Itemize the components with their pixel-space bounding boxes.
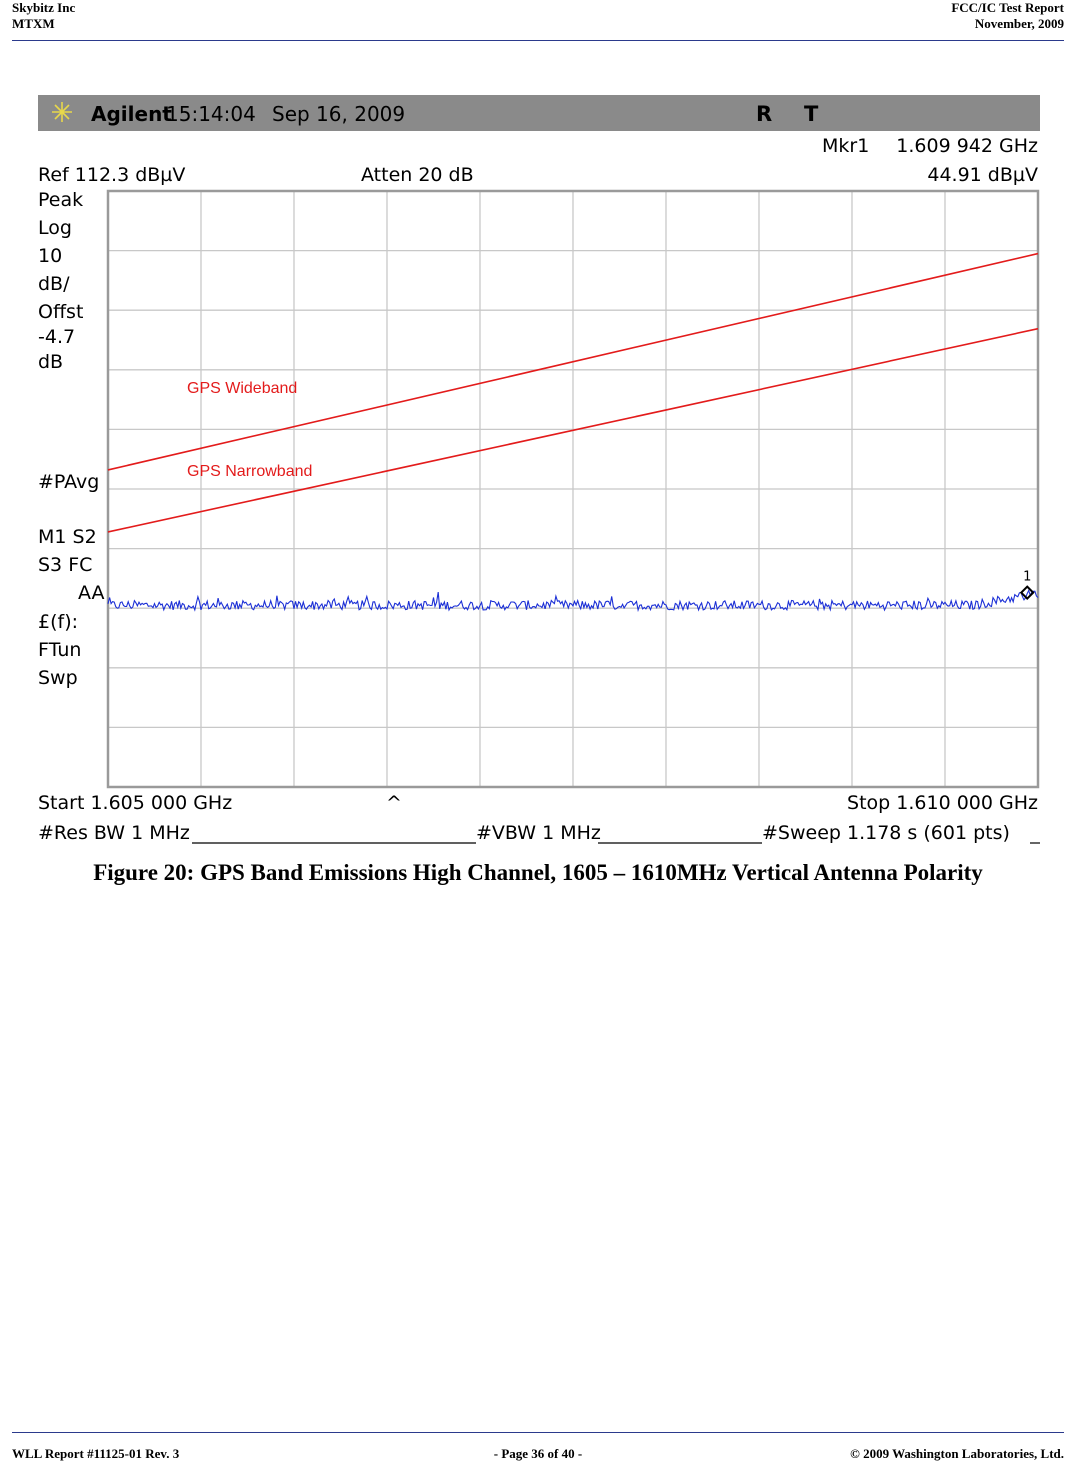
figure-caption: Figure 20: GPS Band Emissions High Channel, 1605 – 1610MHz Vertical Antenna Polarity	[93, 860, 983, 885]
side-label: dB	[38, 351, 64, 373]
marker-frequency: 1.609 942 GHz	[896, 135, 1038, 157]
spectrum-analyzer-plot	[38, 95, 1040, 849]
pavg-label: #PAvg	[38, 471, 100, 493]
s3-fc-label: S3 FC	[38, 554, 93, 576]
footer-report-id: WLL Report #11125-01 Rev. 3	[12, 1446, 180, 1461]
m1-s2-label: M1 S2	[38, 526, 97, 548]
brand-label: Agilent	[91, 102, 172, 126]
company-name: Skybitz Inc	[12, 0, 76, 15]
sweep-time: #Sweep 1.178 s (601 pts)	[762, 822, 1010, 844]
side-label: dB/	[38, 273, 70, 295]
marker-level: 44.91 dBµV	[927, 164, 1038, 186]
report-date: November, 2009	[974, 16, 1064, 31]
header-right	[951, 0, 1064, 32]
header-rule	[12, 40, 1064, 41]
mode-r: R	[756, 102, 773, 126]
footer-page-number: - Page 36 of 40 -	[493, 1446, 583, 1461]
product-name: MTXM	[12, 16, 55, 31]
side-label: Offst	[38, 301, 84, 323]
header-left	[12, 0, 75, 32]
center-caret: ^	[386, 792, 402, 814]
marker-label: Mkr1	[822, 135, 870, 157]
side-label: -4.7	[38, 326, 76, 348]
series-label-wideband: GPS Wideband	[187, 380, 298, 397]
marker-number: 1	[1023, 569, 1032, 585]
footer-copyright: © 2009 Washington Laboratories, Ltd.	[850, 1446, 1064, 1461]
attenuation: Atten 20 dB	[361, 164, 474, 186]
report-title: FCC/IC Test Report	[951, 0, 1064, 15]
video-bandwidth: #VBW 1 MHz	[476, 822, 601, 844]
resolution-bandwidth: #Res BW 1 MHz	[38, 822, 190, 844]
stop-frequency: Stop 1.610 000 GHz	[847, 792, 1038, 814]
start-frequency: Start 1.605 000 GHz	[38, 792, 233, 814]
side-label: Peak	[38, 189, 84, 211]
capture-time: 15:14:04	[166, 102, 256, 126]
agilent-logo-icon	[52, 102, 72, 122]
capture-date: Sep 16, 2009	[272, 102, 406, 126]
aa-label: AA	[78, 582, 105, 604]
mode-t: T	[804, 102, 819, 126]
series-label-narrowband: GPS Narrowband	[187, 463, 313, 480]
ftun-label: FTun	[38, 639, 82, 661]
ff-label: £(f):	[38, 611, 79, 633]
side-label: 10	[38, 245, 63, 267]
side-label: Log	[38, 217, 72, 239]
reference-level: Ref 112.3 dBµV	[38, 164, 186, 186]
swp-label: Swp	[38, 667, 78, 689]
footer-rule	[12, 1432, 1064, 1433]
